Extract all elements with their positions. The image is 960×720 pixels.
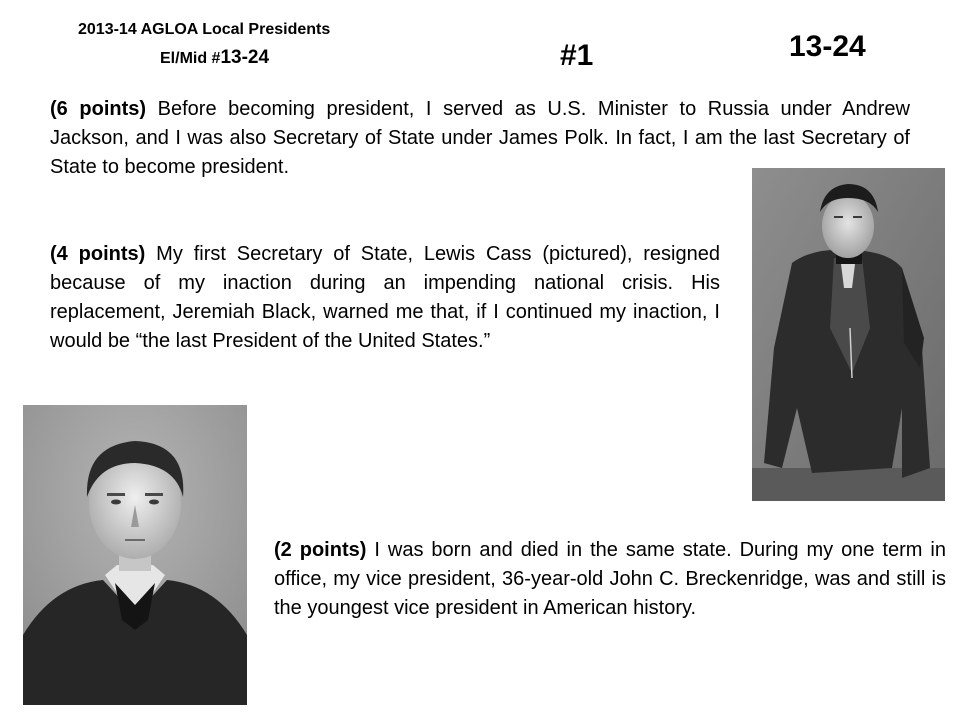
level-prefix: El/Mid # (160, 50, 221, 67)
clue-points-label: (6 points) (50, 98, 147, 120)
portrait-breckenridge-drawing (23, 405, 247, 705)
clue-four-points (50, 240, 720, 356)
question-number: #1 (560, 39, 594, 72)
portrait-photo-cass (752, 168, 945, 501)
clue-text: Before becoming president, I served as U.S. Minister to Russia under Andrew Jackson, and I was also Secretary of State under James Polk. In fact, I am the last Secretary of State to become president. (50, 98, 910, 178)
level-label (160, 47, 269, 69)
portrait-cass-drawing (752, 168, 945, 501)
clue-text: I was born and died in the same state. During my one term in office, my vice president, 36-year-old John C. Breckenridge, was and still is the youngest vice president in American history. (274, 539, 946, 619)
clue-points-label: (4 points) (50, 243, 146, 265)
clue-points-label: (2 points) (274, 539, 367, 561)
clue-text: My first Secretary of State, Lewis Cass (pictured), resigned because of my inaction during an impending national crisis. His replacement, Jeremiah Black, warned me that, if I continued my inaction, I would be “the last President of the United States.” (50, 243, 720, 352)
clue-two-points (274, 536, 946, 623)
portrait-photo-breckenridge (23, 405, 247, 705)
answer-code: 13-24 (789, 30, 866, 63)
contest-title: 2013-14 AGLOA Local Presidents (78, 21, 331, 38)
level-number: 13-24 (220, 47, 270, 68)
